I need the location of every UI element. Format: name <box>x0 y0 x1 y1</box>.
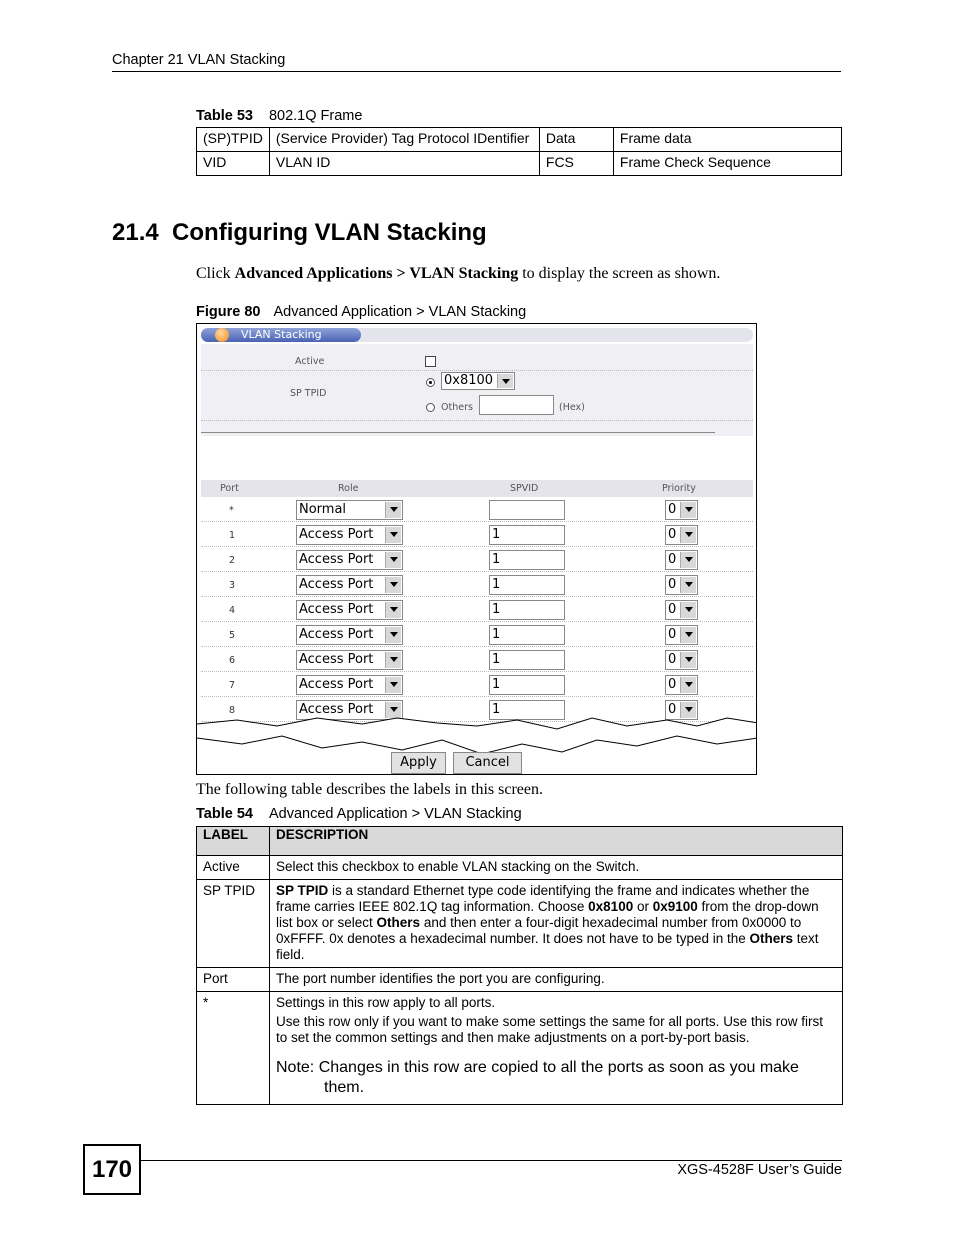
priority-select-value: 0 <box>668 552 677 567</box>
column-header-priority: Priority <box>662 483 696 494</box>
priority-select[interactable] <box>665 550 698 570</box>
sptpid-select[interactable] <box>441 372 515 390</box>
port-number: 3 <box>229 580 236 591</box>
role-select-value: Access Port <box>299 677 374 692</box>
divider <box>201 420 753 421</box>
table-cell: VLAN ID <box>269 152 539 176</box>
role-select-value: Access Port <box>299 527 374 542</box>
spvid-input[interactable]: 1 <box>489 600 565 620</box>
active-checkbox[interactable] <box>425 356 436 367</box>
settings-panel <box>201 344 753 436</box>
chevron-down-icon <box>680 577 696 593</box>
note: Note: Changes in this row are copied to all the ports as soon as you make them. <box>276 1059 799 1096</box>
bold-term: 0x8100 <box>588 899 634 914</box>
row-label-active: Active <box>197 856 270 880</box>
desc-paragraph: Settings in this row apply to all ports. <box>276 995 496 1010</box>
sptpid-preset-radio[interactable] <box>426 378 435 387</box>
header-rule <box>112 71 841 72</box>
table54-caption-number: Table 54 <box>196 806 253 822</box>
role-select-value: Access Port <box>299 552 374 567</box>
table-row <box>197 128 842 152</box>
priority-select-value: 0 <box>668 702 677 717</box>
chevron-down-icon <box>680 627 696 643</box>
row-divider <box>201 671 753 672</box>
separator-line <box>201 432 715 433</box>
spvid-input[interactable]: 1 <box>489 675 565 695</box>
chevron-down-icon <box>680 652 696 668</box>
spvid-input[interactable]: 1 <box>489 650 565 670</box>
column-header-role: Role <box>338 483 359 494</box>
chevron-down-icon <box>680 602 696 618</box>
chevron-down-icon <box>385 502 401 518</box>
role-select[interactable] <box>296 500 403 520</box>
chevron-down-icon <box>385 627 401 643</box>
role-select[interactable] <box>296 525 403 545</box>
spvid-input[interactable]: 1 <box>489 575 565 595</box>
others-label: Others <box>441 402 473 413</box>
table-row <box>197 968 843 992</box>
role-select-value: Normal <box>299 502 347 517</box>
desc-text: or <box>633 899 653 914</box>
row-divider <box>201 521 753 522</box>
active-label: Active <box>295 356 325 367</box>
priority-select[interactable] <box>665 500 698 520</box>
sptpid-others-radio[interactable] <box>426 403 435 412</box>
port-number: 6 <box>229 655 236 666</box>
spvid-input[interactable]: 1 <box>489 700 565 720</box>
priority-select[interactable] <box>665 650 698 670</box>
table-cell: FCS <box>539 152 613 176</box>
table-cell: Frame Check Sequence <box>613 152 841 176</box>
table-cell: Frame data <box>613 128 841 152</box>
priority-select[interactable] <box>665 625 698 645</box>
table53-caption <box>196 108 362 124</box>
chevron-down-icon <box>385 552 401 568</box>
priority-select-value: 0 <box>668 652 677 667</box>
row-divider <box>201 546 753 547</box>
priority-select[interactable] <box>665 675 698 695</box>
role-select-value: Access Port <box>299 602 374 617</box>
others-hex-input[interactable] <box>479 395 554 415</box>
port-number: 4 <box>229 605 236 616</box>
table53-caption-number: Table 53 <box>196 108 253 124</box>
orb-icon <box>215 328 229 342</box>
row-divider <box>201 696 753 697</box>
page-number: 170 <box>83 1144 141 1195</box>
port-number: 5 <box>229 630 236 641</box>
table-cell: (Service Provider) Tag Protocol IDentifier <box>269 128 539 152</box>
row-divider <box>201 596 753 597</box>
chevron-down-icon <box>385 677 401 693</box>
following-text: The following table describes the labels in this screen. <box>196 781 544 798</box>
role-select[interactable] <box>296 625 403 645</box>
row-divider <box>201 621 753 622</box>
row-divider <box>201 646 753 647</box>
table54 <box>196 826 843 1105</box>
bold-term: Others <box>749 931 794 946</box>
table53 <box>196 127 842 176</box>
figure-caption-text: Advanced Application > VLAN Stacking <box>273 304 527 320</box>
column-header-spvid: SPVID <box>510 483 539 494</box>
spvid-input[interactable]: 1 <box>489 625 565 645</box>
row-label-star: * <box>197 992 270 1105</box>
desc-text: from the drop-down list box or select <box>276 899 819 930</box>
priority-select-value: 0 <box>668 677 677 692</box>
desc-text: text field. <box>276 931 819 962</box>
port-number: 1 <box>229 530 236 541</box>
spvid-input[interactable] <box>489 500 565 520</box>
row-divider <box>201 571 753 572</box>
port-number: 8 <box>229 705 236 716</box>
chevron-down-icon <box>497 374 513 388</box>
priority-select[interactable] <box>665 575 698 595</box>
table54-caption <box>196 806 522 822</box>
divider <box>201 370 753 371</box>
role-select[interactable] <box>296 575 403 595</box>
spvid-input[interactable]: 1 <box>489 525 565 545</box>
table53-caption-text: 802.1Q Frame <box>268 108 363 124</box>
chevron-down-icon <box>680 552 696 568</box>
footer-rule <box>141 1160 842 1161</box>
bold-term: Others <box>376 915 421 930</box>
intro-menu-path: Advanced Applications > VLAN Stacking <box>234 265 519 282</box>
cancel-button[interactable]: Cancel <box>453 752 522 774</box>
sptpid-select-value: 0x8100 <box>444 373 494 388</box>
table-cell: VID <box>197 152 270 176</box>
desc-paragraph: Use this row only if you want to make some settings the same for all ports. Use this row first to set the common settings and then make adjustments on a port-by-port basis. <box>276 1014 823 1045</box>
desc-text: and then enter a four-digit hexadecimal number from 0x0000 to 0xFFFF. 0x denotes a hexadecimal number. It does not have to be typed in the <box>276 915 802 946</box>
bold-term: 0x9100 <box>652 899 698 914</box>
table-cell: (SP)TPID <box>197 128 270 152</box>
role-select[interactable] <box>296 550 403 570</box>
screen-title: VLAN Stacking <box>241 328 322 341</box>
section-heading: 21.4 Configuring VLAN Stacking <box>112 219 487 246</box>
figure-caption-number: Figure 80 <box>196 304 261 320</box>
priority-select[interactable] <box>665 525 698 545</box>
role-select[interactable] <box>296 675 403 695</box>
row-desc-active: Select this checkbox to enable VLAN stacking on the Switch. <box>270 856 843 880</box>
row-desc-sptpid <box>270 880 843 968</box>
priority-select-value: 0 <box>668 577 677 592</box>
footer-guide-title: XGS-4528F User’s Guide <box>677 1162 842 1178</box>
role-select-value: Access Port <box>299 577 374 592</box>
row-label-sptpid: SP TPID <box>197 880 270 968</box>
chevron-down-icon <box>385 577 401 593</box>
table-cell: Data <box>539 128 613 152</box>
port-number: 2 <box>229 555 236 566</box>
bold-term: SP TPID <box>276 883 329 898</box>
priority-select-value: 0 <box>668 627 677 642</box>
table-row <box>197 880 843 968</box>
intro-rest: to display the screen as shown. <box>518 265 721 282</box>
intro-paragraph <box>196 265 720 283</box>
port-number: * <box>229 505 234 516</box>
role-select[interactable] <box>296 650 403 670</box>
table-row <box>197 992 843 1105</box>
chevron-down-icon <box>385 602 401 618</box>
column-header-description: DESCRIPTION <box>270 827 843 856</box>
chevron-down-icon <box>680 527 696 543</box>
intro-click: Click <box>196 265 235 282</box>
priority-select-value: 0 <box>668 527 677 542</box>
desc-text: is a standard Ethernet type code identifying the frame and indicates whether the frame carries IEEE 802.1Q tag information. Choose <box>276 883 810 914</box>
column-header-port: Port <box>220 483 239 494</box>
table-row <box>197 152 842 176</box>
column-header-label: LABEL <box>197 827 270 856</box>
hex-label: (Hex) <box>559 402 585 413</box>
chevron-down-icon <box>385 527 401 543</box>
chevron-down-icon <box>680 502 696 518</box>
table-row <box>197 856 843 880</box>
spvid-input[interactable]: 1 <box>489 550 565 570</box>
priority-select-value: 0 <box>668 602 677 617</box>
role-select-value: Access Port <box>299 627 374 642</box>
running-header: Chapter 21 VLAN Stacking <box>112 52 286 68</box>
priority-select[interactable] <box>665 600 698 620</box>
role-select-value: Access Port <box>299 702 374 717</box>
role-select[interactable] <box>296 600 403 620</box>
chevron-down-icon <box>680 677 696 693</box>
vlan-stacking-screen <box>196 323 757 775</box>
row-desc-star <box>270 992 843 1105</box>
chevron-down-icon <box>385 652 401 668</box>
row-desc-port: The port number identifies the port you are configuring. <box>270 968 843 992</box>
apply-button[interactable]: Apply <box>391 752 446 774</box>
port-number: 7 <box>229 680 236 691</box>
figure-caption <box>196 304 526 320</box>
role-select-value: Access Port <box>299 652 374 667</box>
sptpid-label: SP TPID <box>290 388 327 399</box>
table54-caption-text: Advanced Application > VLAN Stacking <box>268 806 522 822</box>
row-label-port: Port <box>197 968 270 992</box>
priority-select-value: 0 <box>668 502 677 517</box>
table-header-row <box>197 827 843 856</box>
